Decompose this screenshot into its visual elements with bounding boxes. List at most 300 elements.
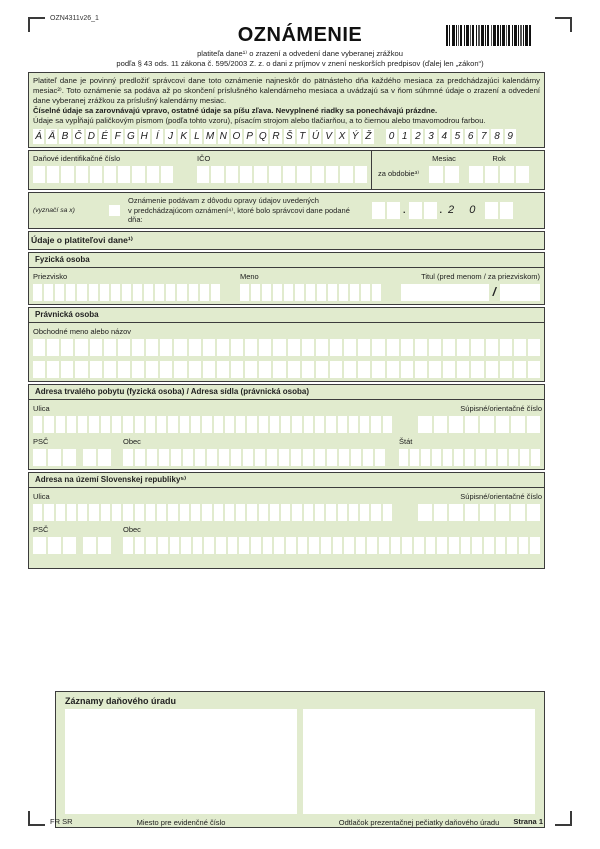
char-cell[interactable] [254,166,266,183]
char-cell[interactable] [262,284,271,301]
char-cell[interactable] [259,339,271,356]
char-cell[interactable] [118,166,130,183]
char-cell[interactable] [157,416,166,433]
char-cell[interactable] [355,166,367,183]
sr-psc-input-part1[interactable] [33,537,76,554]
char-cell[interactable] [101,416,110,433]
char-cell[interactable] [415,339,427,356]
char-cell[interactable] [112,416,121,433]
char-cell[interactable] [496,537,506,554]
correction-checkbox[interactable] [109,205,120,216]
char-cell[interactable] [89,504,98,521]
char-cell[interactable] [47,166,59,183]
char-cell[interactable] [78,416,87,433]
rok-input[interactable] [469,166,529,183]
char-cell[interactable] [259,504,268,521]
char-cell[interactable] [360,504,369,521]
char-cell[interactable] [112,504,121,521]
char-cell[interactable] [48,449,61,466]
char-cell[interactable] [445,166,459,183]
char-cell[interactable] [372,284,381,301]
char-cell[interactable] [180,504,189,521]
char-cell[interactable] [349,504,358,521]
char-cell[interactable] [61,339,73,356]
char-cell[interactable] [111,284,120,301]
char-cell[interactable] [146,361,158,378]
char-cell[interactable] [471,339,483,356]
char-cell[interactable] [383,416,392,433]
char-cell[interactable] [247,504,256,521]
char-cell[interactable] [63,449,76,466]
char-cell[interactable] [240,166,252,183]
meno-input[interactable] [240,284,381,301]
char-cell[interactable] [204,537,214,554]
char-cell[interactable] [484,537,494,554]
char-cell[interactable] [251,537,261,554]
char-cell[interactable] [284,284,293,301]
char-cell[interactable] [160,339,172,356]
char-cell[interactable] [465,416,479,433]
char-cell[interactable] [402,537,412,554]
char-cell[interactable] [90,361,102,378]
char-cell[interactable] [195,449,205,466]
char-cell[interactable] [306,284,315,301]
char-cell[interactable] [520,449,529,466]
char-cell[interactable] [89,284,98,301]
char-cell[interactable] [328,284,337,301]
char-cell[interactable] [511,416,525,433]
char-cell[interactable] [245,361,257,378]
char-cell[interactable] [304,416,313,433]
char-cell[interactable] [135,537,145,554]
char-cell[interactable] [429,166,443,183]
char-cell[interactable] [371,504,380,521]
char-cell[interactable] [203,339,215,356]
char-cell[interactable] [399,449,408,466]
char-cell[interactable] [295,284,304,301]
char-cell[interactable] [135,416,144,433]
char-cell[interactable] [47,339,59,356]
char-cell[interactable] [231,361,243,378]
char-cell[interactable] [200,284,209,301]
char-cell[interactable] [83,449,96,466]
char-cell[interactable] [401,339,413,356]
char-cell[interactable] [33,284,42,301]
char-cell[interactable] [61,166,73,183]
char-cell[interactable] [315,416,324,433]
char-cell[interactable] [387,361,399,378]
char-cell[interactable] [135,504,144,521]
char-cell[interactable] [202,416,211,433]
char-cell[interactable] [76,166,88,183]
char-cell[interactable] [454,449,463,466]
char-cell[interactable] [363,449,373,466]
char-cell[interactable] [317,284,326,301]
char-cell[interactable] [304,504,313,521]
char-cell[interactable] [391,537,401,554]
char-cell[interactable] [217,339,229,356]
char-cell[interactable] [146,537,156,554]
char-cell[interactable] [104,339,116,356]
char-cell[interactable] [66,284,75,301]
char-cell[interactable] [75,361,87,378]
char-cell[interactable] [118,361,130,378]
char-cell[interactable] [174,361,186,378]
char-cell[interactable] [89,416,98,433]
char-cell[interactable] [312,166,324,183]
titul-pred-menom-input[interactable] [401,284,489,301]
char-cell[interactable] [273,284,282,301]
char-cell[interactable] [133,284,142,301]
char-cell[interactable] [44,416,53,433]
char-cell[interactable] [326,416,335,433]
char-cell[interactable] [414,537,424,554]
sr-supisne-cislo-input[interactable] [418,504,540,521]
char-cell[interactable] [273,361,285,378]
char-cell[interactable] [349,416,358,433]
char-cell[interactable] [358,339,370,356]
char-cell[interactable] [214,504,223,521]
char-cell[interactable] [55,284,64,301]
char-cell[interactable] [372,361,384,378]
char-cell[interactable] [67,504,76,521]
char-cell[interactable] [443,339,455,356]
char-cell[interactable] [485,202,498,219]
char-cell[interactable] [360,416,369,433]
obchodne-meno-input-row2[interactable] [33,361,540,378]
char-cell[interactable] [418,416,432,433]
char-cell[interactable] [123,504,132,521]
char-cell[interactable] [487,449,496,466]
char-cell[interactable] [259,361,271,378]
char-cell[interactable] [418,504,432,521]
char-cell[interactable] [372,339,384,356]
priezvisko-input[interactable] [33,284,220,301]
char-cell[interactable] [48,537,61,554]
char-cell[interactable] [247,416,256,433]
char-cell[interactable] [316,339,328,356]
char-cell[interactable] [509,449,518,466]
char-cell[interactable] [472,537,482,554]
char-cell[interactable] [56,504,65,521]
char-cell[interactable] [465,504,479,521]
char-cell[interactable] [146,339,158,356]
char-cell[interactable] [500,202,513,219]
char-cell[interactable] [429,361,441,378]
char-cell[interactable] [157,504,166,521]
char-cell[interactable] [528,361,540,378]
char-cell[interactable] [98,537,111,554]
char-cell[interactable] [279,449,289,466]
char-cell[interactable] [498,449,507,466]
char-cell[interactable] [101,504,110,521]
char-cell[interactable] [226,166,238,183]
char-cell[interactable] [216,537,226,554]
char-cell[interactable] [100,284,109,301]
char-cell[interactable] [33,339,45,356]
char-cell[interactable] [527,504,541,521]
char-cell[interactable] [135,449,145,466]
char-cell[interactable] [189,339,201,356]
char-cell[interactable] [326,166,338,183]
char-cell[interactable] [358,361,370,378]
char-cell[interactable] [339,284,348,301]
char-cell[interactable] [350,284,359,301]
char-cell[interactable] [202,504,211,521]
obec-input[interactable] [123,449,385,466]
char-cell[interactable] [326,504,335,521]
char-cell[interactable] [486,339,498,356]
char-cell[interactable] [166,284,175,301]
ico-input[interactable] [197,166,367,183]
char-cell[interactable] [496,504,510,521]
char-cell[interactable] [449,537,459,554]
char-cell[interactable] [316,361,328,378]
char-cell[interactable] [387,339,399,356]
char-cell[interactable] [401,361,413,378]
char-cell[interactable] [443,361,455,378]
char-cell[interactable] [44,504,53,521]
char-cell[interactable] [231,339,243,356]
char-cell[interactable] [239,537,249,554]
char-cell[interactable] [415,361,427,378]
char-cell[interactable] [123,537,133,554]
char-cell[interactable] [333,537,343,554]
char-cell[interactable] [170,537,180,554]
char-cell[interactable] [183,449,193,466]
char-cell[interactable] [480,416,494,433]
char-cell[interactable] [90,339,102,356]
char-cell[interactable] [421,449,430,466]
char-cell[interactable] [56,416,65,433]
char-cell[interactable] [361,284,370,301]
char-cell[interactable] [471,361,483,378]
char-cell[interactable] [231,449,241,466]
char-cell[interactable] [273,339,285,356]
char-cell[interactable] [104,166,116,183]
char-cell[interactable] [146,416,155,433]
char-cell[interactable] [211,284,220,301]
char-cell[interactable] [83,537,96,554]
char-cell[interactable] [263,537,273,554]
char-cell[interactable] [122,284,131,301]
char-cell[interactable] [146,504,155,521]
char-cell[interactable] [251,284,260,301]
char-cell[interactable] [514,339,526,356]
char-cell[interactable] [292,504,301,521]
char-cell[interactable] [75,339,87,356]
char-cell[interactable] [387,202,400,219]
char-cell[interactable] [507,537,517,554]
char-cell[interactable] [123,416,132,433]
char-cell[interactable] [168,504,177,521]
char-cell[interactable] [424,202,437,219]
char-cell[interactable] [379,537,389,554]
char-cell[interactable] [161,166,173,183]
char-cell[interactable] [516,166,530,183]
char-cell[interactable] [118,339,130,356]
date-year-input[interactable] [485,202,513,219]
char-cell[interactable] [443,449,452,466]
char-cell[interactable] [449,416,463,433]
char-cell[interactable] [270,416,279,433]
char-cell[interactable] [228,537,238,554]
char-cell[interactable] [514,361,526,378]
char-cell[interactable] [267,449,277,466]
char-cell[interactable] [98,449,111,466]
psc-input-part1[interactable] [33,449,76,466]
char-cell[interactable] [144,284,153,301]
stat-input[interactable] [399,449,540,466]
char-cell[interactable] [104,361,116,378]
char-cell[interactable] [309,537,319,554]
char-cell[interactable] [132,361,144,378]
ulica-input[interactable] [33,416,392,433]
char-cell[interactable] [302,339,314,356]
date-month-input[interactable] [409,202,437,219]
char-cell[interactable] [255,449,265,466]
char-cell[interactable] [330,339,342,356]
char-cell[interactable] [47,361,59,378]
char-cell[interactable] [33,449,46,466]
char-cell[interactable] [531,449,540,466]
char-cell[interactable] [383,504,392,521]
char-cell[interactable] [283,166,295,183]
char-cell[interactable] [457,339,469,356]
char-cell[interactable] [496,416,510,433]
char-cell[interactable] [33,416,42,433]
char-cell[interactable] [449,504,463,521]
char-cell[interactable] [527,416,541,433]
char-cell[interactable] [33,537,46,554]
char-cell[interactable] [315,504,324,521]
char-cell[interactable] [485,166,499,183]
char-cell[interactable] [225,504,234,521]
char-cell[interactable] [33,504,42,521]
char-cell[interactable] [302,361,314,378]
char-cell[interactable] [132,166,144,183]
char-cell[interactable] [78,504,87,521]
char-cell[interactable] [437,537,447,554]
char-cell[interactable] [281,504,290,521]
char-cell[interactable] [77,284,86,301]
char-cell[interactable] [432,449,441,466]
char-cell[interactable] [132,339,144,356]
char-cell[interactable] [288,339,300,356]
titul-za-priezviskom-input[interactable] [500,284,540,301]
char-cell[interactable] [269,166,281,183]
sr-obec-input[interactable] [123,537,540,554]
char-cell[interactable] [191,504,200,521]
char-cell[interactable] [500,361,512,378]
char-cell[interactable] [240,284,249,301]
char-cell[interactable] [339,449,349,466]
char-cell[interactable] [159,449,169,466]
char-cell[interactable] [338,416,347,433]
char-cell[interactable] [181,537,191,554]
char-cell[interactable] [168,416,177,433]
char-cell[interactable] [298,537,308,554]
char-cell[interactable] [327,449,337,466]
char-cell[interactable] [315,449,325,466]
char-cell[interactable] [197,166,209,183]
char-cell[interactable] [160,361,172,378]
char-cell[interactable] [375,449,385,466]
obchodne-meno-input-row1[interactable] [33,339,540,356]
char-cell[interactable] [465,449,474,466]
char-cell[interactable] [174,339,186,356]
char-cell[interactable] [274,537,284,554]
char-cell[interactable] [372,202,385,219]
char-cell[interactable] [259,416,268,433]
mesiac-input[interactable] [429,166,459,183]
dic-input[interactable] [33,166,173,183]
psc-input-part2[interactable] [83,449,111,466]
char-cell[interactable] [203,361,215,378]
char-cell[interactable] [500,166,514,183]
char-cell[interactable] [90,166,102,183]
char-cell[interactable] [410,449,419,466]
char-cell[interactable] [429,339,441,356]
char-cell[interactable] [486,361,498,378]
sr-ulica-input[interactable] [33,504,392,521]
char-cell[interactable] [297,166,309,183]
char-cell[interactable] [288,361,300,378]
char-cell[interactable] [171,449,181,466]
char-cell[interactable] [434,416,448,433]
char-cell[interactable] [511,504,525,521]
char-cell[interactable] [528,339,540,356]
char-cell[interactable] [44,284,53,301]
char-cell[interactable] [321,537,331,554]
char-cell[interactable] [340,166,352,183]
char-cell[interactable] [303,449,313,466]
char-cell[interactable] [177,284,186,301]
char-cell[interactable] [155,284,164,301]
char-cell[interactable] [461,537,471,554]
char-cell[interactable] [219,449,229,466]
char-cell[interactable] [123,449,133,466]
char-cell[interactable] [211,166,223,183]
char-cell[interactable] [291,449,301,466]
char-cell[interactable] [236,504,245,521]
char-cell[interactable] [147,449,157,466]
char-cell[interactable] [426,537,436,554]
char-cell[interactable] [67,416,76,433]
char-cell[interactable] [207,449,217,466]
char-cell[interactable] [434,504,448,521]
char-cell[interactable] [457,361,469,378]
char-cell[interactable] [281,416,290,433]
char-cell[interactable] [469,166,483,183]
char-cell[interactable] [476,449,485,466]
supisne-cislo-input[interactable] [418,416,540,433]
char-cell[interactable] [225,416,234,433]
char-cell[interactable] [243,449,253,466]
date-day-input[interactable] [372,202,400,219]
char-cell[interactable] [286,537,296,554]
char-cell[interactable] [292,416,301,433]
char-cell[interactable] [351,449,361,466]
char-cell[interactable] [367,537,377,554]
char-cell[interactable] [245,339,257,356]
char-cell[interactable] [217,361,229,378]
char-cell[interactable] [409,202,422,219]
char-cell[interactable] [480,504,494,521]
char-cell[interactable] [270,504,279,521]
char-cell[interactable] [191,416,200,433]
char-cell[interactable] [61,361,73,378]
